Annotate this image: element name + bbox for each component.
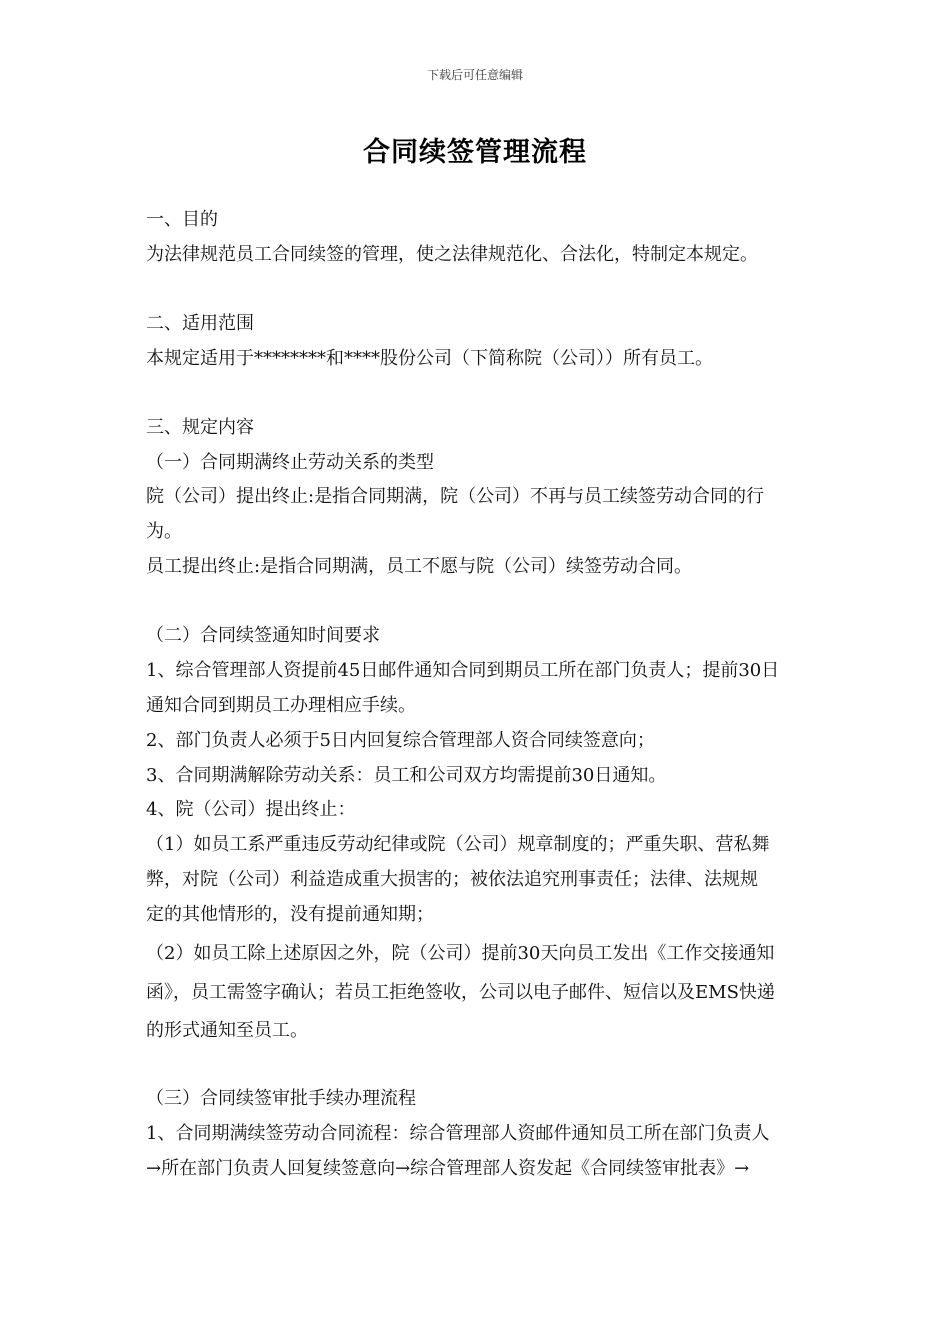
paragraph-line: 函》，员工需签字确认；若员工拒绝签收，公司以电子邮件、短信以及EMS快递 <box>146 982 775 1003</box>
subsection-heading-notice-time: （二）合同续签通知时间要求 <box>146 625 380 646</box>
paragraph-purpose: 为法律规范员工合同续签的管理，使之法律规范化、合法化，特制定本规定。 <box>146 244 758 265</box>
document-title: 合同续签管理流程 <box>363 137 587 168</box>
paragraph-line: 3、合同期满解除劳动关系：员工和公司双方均需提前30日通知。 <box>146 765 667 786</box>
paragraph-line: 的形式通知至员工。 <box>146 1020 308 1041</box>
paragraph-line: 定的其他情形的，没有提前通知期； <box>146 904 434 925</box>
paragraph-line: （2）如员工除上述原因之外，院（公司）提前30天向员工发出《工作交接通知 <box>146 943 775 964</box>
section-heading-scope: 二、适用范围 <box>146 313 254 334</box>
paragraph-line: 1、综合管理部人资提前45日邮件通知合同到期员工所在部门负责人；提前30日 <box>146 660 780 681</box>
paragraph-line: →所在部门负责人回复续签意向→综合管理部人资发起《合同续签审批表》→ <box>146 1158 750 1179</box>
paragraph-scope: 本规定适用于********和****股份公司（下简称院（公司））所有员工。 <box>146 348 713 369</box>
paragraph-line: 为。 <box>146 521 182 542</box>
paragraph-line: 4、院（公司）提出终止： <box>146 799 356 820</box>
paragraph-line: （1）如员工系严重违反劳动纪律或院（公司）规章制度的；严重失职、营私舞 <box>146 834 770 855</box>
paragraph-line: 员工提出终止:是指合同期满，员工不愿与院（公司）续签劳动合同。 <box>146 556 693 577</box>
subsection-heading-approval-process: （三）合同续签审批手续办理流程 <box>146 1088 416 1109</box>
section-heading-content: 三、规定内容 <box>146 417 254 438</box>
paragraph-line: 通知合同到期员工办理相应手续。 <box>146 695 416 716</box>
paragraph-line: 2、部门负责人必须于5日内回复综合管理部人资合同续签意向； <box>146 730 655 751</box>
paragraph-line: 院（公司）提出终止:是指合同期满，院（公司）不再与员工续签劳动合同的行 <box>146 486 765 507</box>
paragraph-line: 弊，对院（公司）利益造成重大损害的；被依法追究刑事责任；法律、法规规 <box>146 869 758 890</box>
section-heading-purpose: 一、目的 <box>146 209 218 230</box>
paragraph-line: 1、合同期满续签劳动合同流程：综合管理部人资邮件通知员工所在部门负责人 <box>146 1123 770 1144</box>
page-header-note: 下载后可任意编辑 <box>426 68 523 82</box>
subsection-heading-termination-types: （一）合同期满终止劳动关系的类型 <box>146 452 434 473</box>
